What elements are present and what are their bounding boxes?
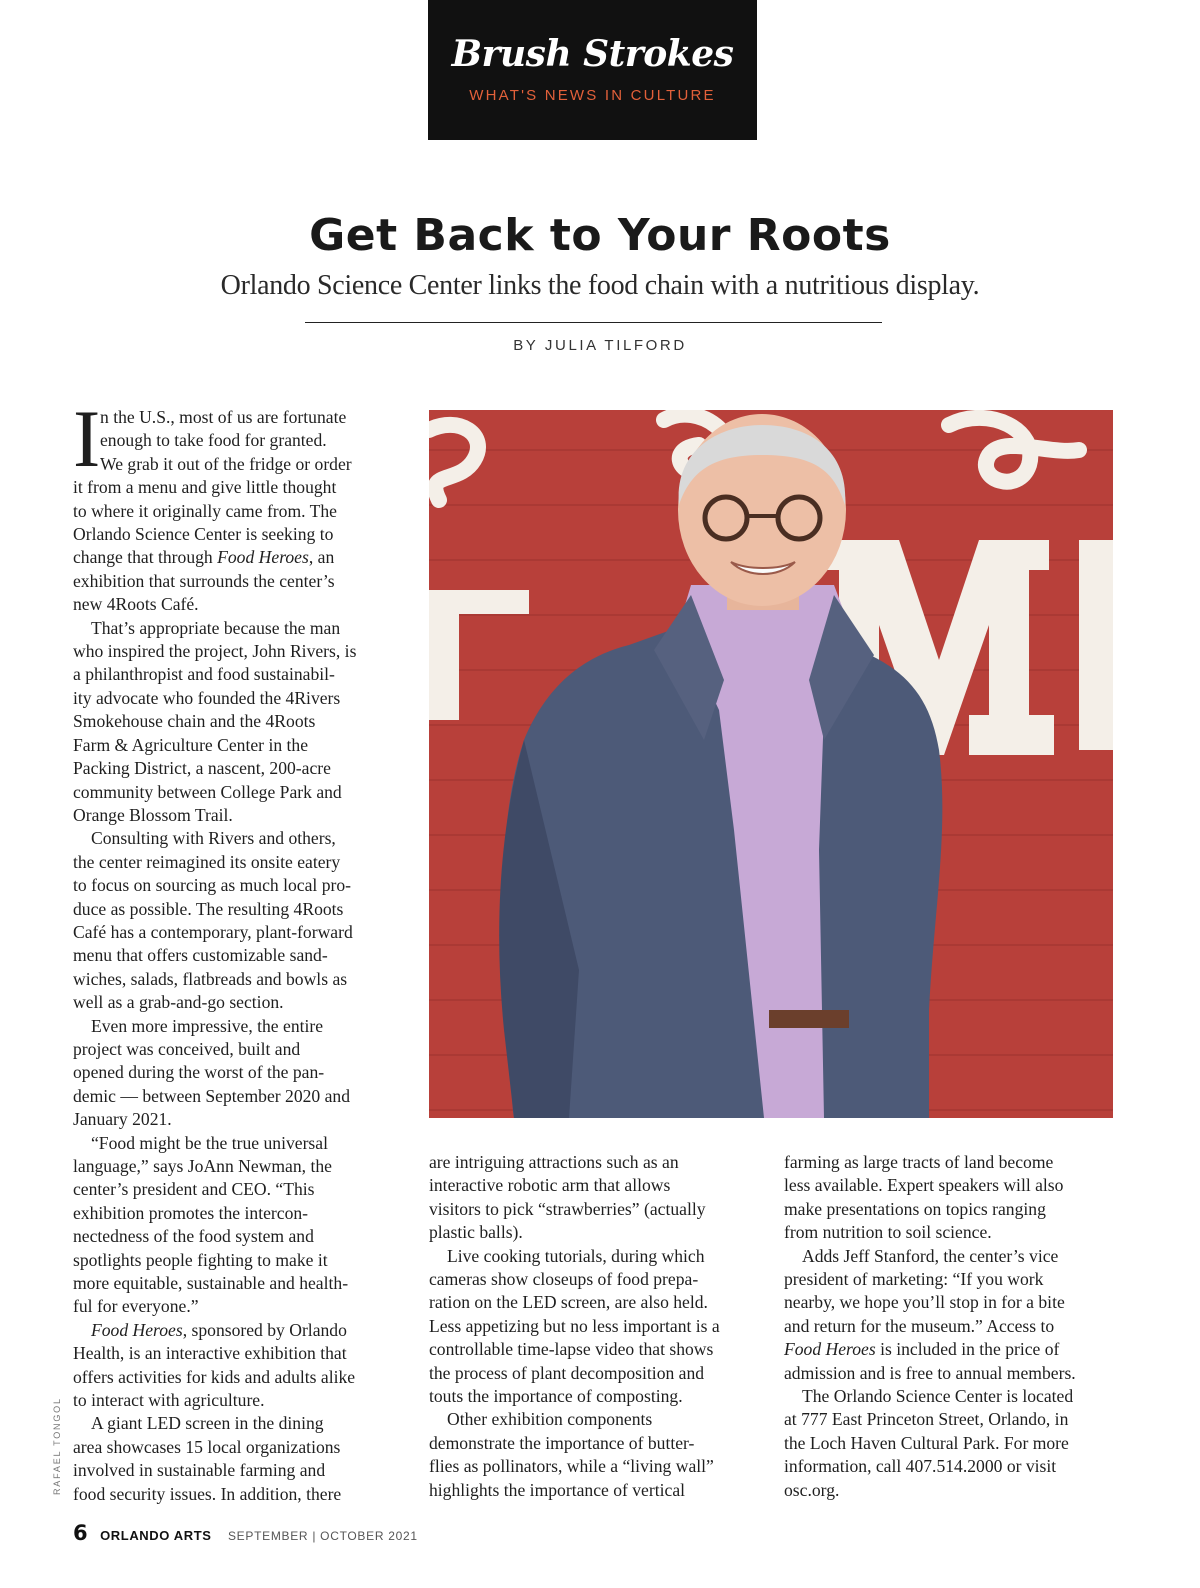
page-number: 6 (73, 1521, 88, 1545)
byline: BY JULIA TILFORD (513, 337, 687, 354)
text-line: duce as possible. The resulting 4Roots (73, 898, 344, 919)
text-line: community between College Park and (73, 781, 342, 802)
text-line: controllable time-lapse video that shows (429, 1339, 714, 1360)
text-line: menu that offers customizable sand- (73, 945, 328, 966)
text-line: from nutrition to soil science. (784, 1222, 992, 1243)
text-line: ration on the LED screen, are also held. (429, 1292, 708, 1313)
text-line: Smokehouse chain and the 4Roots (73, 711, 316, 732)
text-column-3 (784, 1151, 1114, 1502)
text-line: Health, is an interactive exhibition that (73, 1343, 347, 1364)
text-line: a philanthropist and food sustainabil- (73, 664, 335, 685)
text-line: We grab it out of the fridge or order (100, 453, 352, 474)
text-line: osc.org. (784, 1479, 840, 1500)
text-line: wiches, salads, flatbreads and bowls as (73, 968, 348, 989)
text-line: exhibition promotes the intercon- (73, 1202, 309, 1223)
text-line: flies as pollinators, while a “living wall” (429, 1456, 714, 1477)
text-line: Consulting with Rivers and others, (91, 828, 336, 849)
publication-name: ORLANDO ARTS (100, 1528, 212, 1543)
text-line: ity advocate who founded the 4Rivers (73, 687, 341, 708)
text-line: interactive robotic arm that allows (429, 1175, 671, 1196)
text-line: involved in sustainable farming and (73, 1460, 326, 1481)
issue-date: SEPTEMBER | OCTOBER 2021 (227, 1529, 418, 1543)
text-line: and return for the museum.” Access to (784, 1315, 1055, 1336)
text-line: to focus on sourcing as much local pro- (73, 875, 352, 896)
exhibition-title: Food Heroes (217, 547, 309, 568)
exhibition-title: Food Heroes (784, 1339, 876, 1360)
text-line: opened during the worst of the pan- (73, 1062, 325, 1083)
text-line: exhibition that surrounds the center’s (73, 570, 335, 591)
text-line: Even more impressive, the entire (91, 1015, 324, 1036)
section-title: Brush Strokes (451, 33, 734, 75)
text-line: Food Heroes, sponsored by Orlando (91, 1319, 347, 1340)
section-subtitle: WHAT'S NEWS IN CULTURE (469, 87, 716, 104)
text-line: n the U.S., most of us are fortunate (100, 407, 347, 427)
text-line: demonstrate the importance of butter- (429, 1432, 695, 1453)
text-line: less available. Expert speakers will also (784, 1175, 1064, 1196)
portrait-photo (429, 410, 1113, 1118)
text-line: A giant LED screen in the dining (91, 1413, 324, 1434)
text-line: language,” says JoAnn Newman, the (73, 1156, 332, 1176)
text-line: touts the importance of composting. (429, 1386, 683, 1407)
text-line: spotlights people fighting to make it (73, 1249, 328, 1270)
text-line: The Orlando Science Center is located (802, 1386, 1074, 1407)
text-line: highlights the importance of vertical (429, 1479, 686, 1500)
text-line: enough to take food for granted. (100, 430, 327, 451)
text-line: project was conceived, built and (73, 1038, 301, 1059)
text-line: “Food might be the true universal (91, 1132, 328, 1153)
text-line: Other exhibition components (447, 1409, 653, 1430)
photo-credit: RAFAEL TONGOL (52, 1397, 62, 1495)
text-line: visitors to pick “strawberries” (actually (429, 1198, 706, 1219)
text-line: Food Heroes is included in the price of (784, 1339, 1060, 1360)
text-line: nectedness of the food system and (73, 1226, 314, 1247)
text-line: demic — between September 2020 and (73, 1085, 351, 1106)
text-line: at 777 East Princeton Street, Orlando, in (784, 1409, 1069, 1430)
text-line: farming as large tracts of land become (784, 1152, 1054, 1172)
divider-rule (305, 322, 882, 323)
portrait-illustration (429, 410, 1113, 1118)
text-line: That’s appropriate because the man (91, 617, 341, 638)
text-line: the Loch Haven Cultural Park. For more (784, 1432, 1069, 1453)
text-line: information, call 407.514.2000 or visit (784, 1456, 1057, 1477)
text-line: are intriguing attractions such as an (429, 1152, 679, 1172)
text-line: new 4Roots Café. (73, 594, 199, 615)
text-line: nearby, we hope you’ll stop in for a bite (784, 1292, 1065, 1313)
text-line: January 2021. (73, 1109, 172, 1130)
text-line: to interact with agriculture. (73, 1390, 265, 1411)
article-headline: Get Back to Your Roots (309, 210, 891, 261)
drop-cap: I (73, 393, 101, 484)
text-line: make presentations on topics ranging (784, 1198, 1046, 1219)
text-line: ful for everyone.” (73, 1296, 199, 1317)
page-footer (73, 1521, 418, 1545)
text-line: president of marketing: “If you work (784, 1269, 1044, 1290)
article-deck: Orlando Science Center links the food chain with a nutritious display. (220, 270, 980, 301)
text-line: change that through Food Heroes, an (73, 547, 335, 568)
text-line: Adds Jeff Stanford, the center’s vice (802, 1245, 1059, 1266)
text-line: Café has a contemporary, plant-forward (73, 921, 353, 942)
text-line: it from a menu and give little thought (73, 477, 337, 498)
text-line: plastic balls). (429, 1222, 523, 1243)
text-line: cameras show closeups of food prepa- (429, 1269, 699, 1290)
text-line: Farm & Agriculture Center in the (73, 734, 309, 755)
text-line: well as a grab-and-go section. (73, 992, 284, 1013)
text-line: area showcases 15 local organizations (73, 1436, 341, 1457)
text-line: Orlando Science Center is seeking to (73, 524, 334, 545)
text-line: the center reimagined its onsite eatery (73, 851, 341, 872)
text-line: more equitable, sustainable and health- (73, 1273, 349, 1294)
masthead (428, 0, 757, 140)
text-line: who inspired the project, John Rivers, is (73, 641, 357, 662)
text-column-2 (429, 1151, 759, 1502)
exhibition-title: Food Heroes (91, 1319, 183, 1340)
text-line: Less appetizing but no less important is a (429, 1315, 720, 1336)
text-line: to where it originally came from. The (73, 500, 337, 521)
text-line: offers activities for kids and adults alike (73, 1366, 356, 1387)
text-column-1 (73, 393, 403, 1506)
text-line: center’s president and CEO. “This (73, 1179, 315, 1200)
text-line: Orange Blossom Trail. (73, 804, 233, 825)
text-line: Live cooking tutorials, during which (447, 1245, 705, 1266)
text-line: Packing District, a nascent, 200-acre (73, 758, 331, 779)
text-line: the process of plant decomposition and (429, 1362, 705, 1383)
text-line: food security issues. In addition, there (73, 1483, 342, 1504)
text-line: admission and is free to annual members. (784, 1362, 1076, 1383)
